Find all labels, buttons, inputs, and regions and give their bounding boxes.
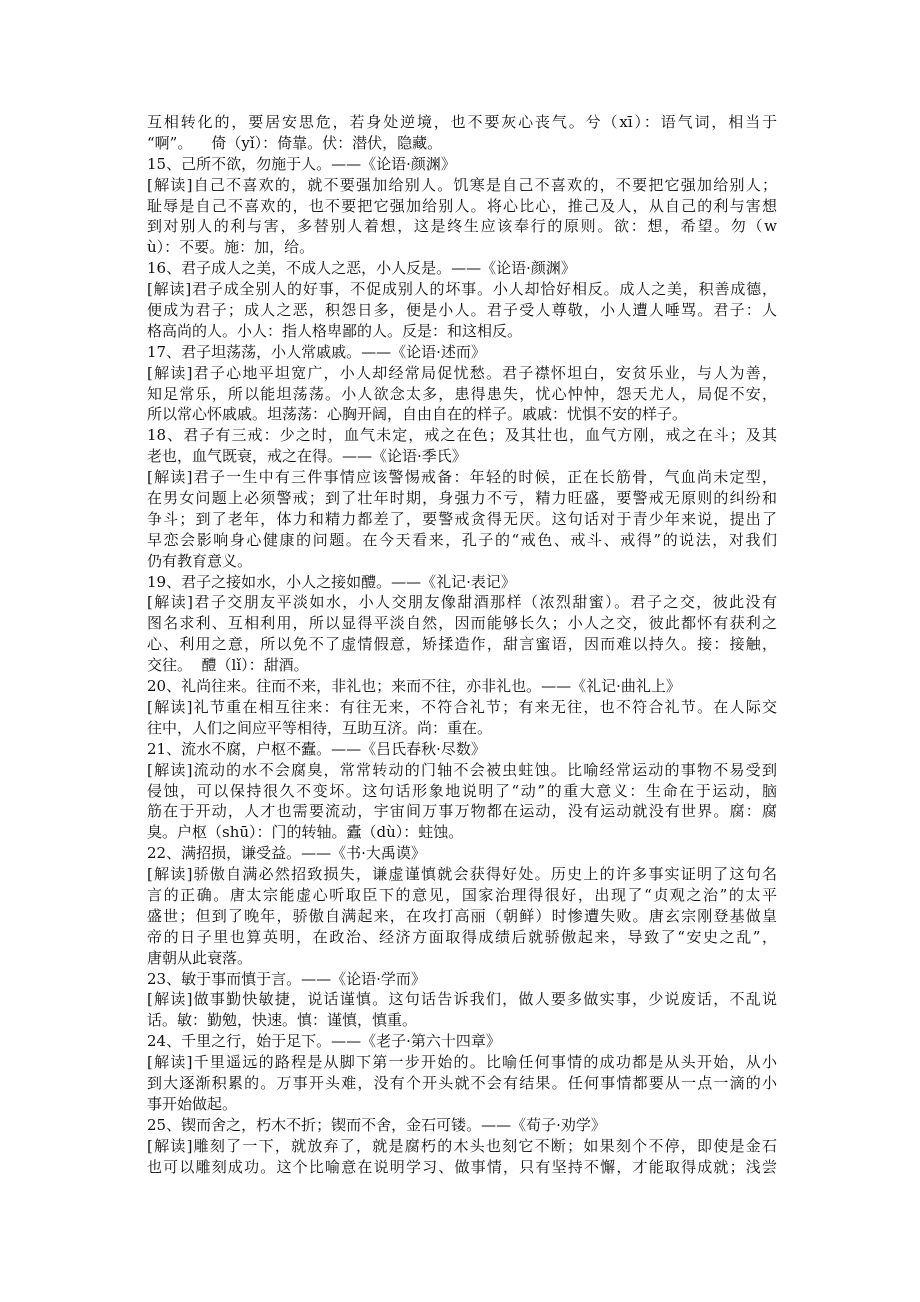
text-line: ù）：不要。施：加，给。	[147, 238, 315, 257]
text-line: [解读]自己不喜欢的，就不要强加给别人。饥寒是自己不喜欢的，不要把它强加给别人；	[147, 175, 777, 194]
text-line: 仍有教育意义。	[147, 551, 253, 570]
text-line: 所以常心怀戚戚。坦荡荡：心胸开阔，自由自在的样子。戚戚：忧惧不安的样子。	[147, 405, 688, 424]
text-line: 言的正确。唐太宗能虚心听取臣下的意见，国家治理得很好，出现了“贞观之治”的太平	[147, 885, 777, 904]
text-line: 老也，血气既衰，戒之在得。——《论语·季氏》	[147, 447, 467, 466]
text-line: 20、礼尚往来。往而不来，非礼也；来而不往，亦非礼也。——《礼记·曲礼上》	[147, 677, 681, 696]
text-line: 往中，人们之间应平等相待，互助互济。尚：重在。	[147, 718, 493, 737]
text-line: 知足常乐，所以能坦荡荡。小人欲念太多，患得患失，忧心忡忡，怨天尤人，局促不安，	[147, 384, 777, 403]
text-line: [解读]千里遥远的路程是从脚下第一步开始的。比喻任何事情的成功都是从头开始，从小	[147, 1053, 777, 1072]
text-line: 15、己所不欲，勿施于人。——《论语·颜渊》	[147, 154, 456, 173]
text-line: 筋在于开动，人才也需要流动，宇宙间万事万物都在运动，没有运动就没有世界。腐：腐	[147, 802, 777, 821]
text-line: 早恋会影响身心健康的问题。在今天看来，孔子的“戒色、戒斗、戒得”的说法，对我们	[147, 530, 777, 549]
text-line: [解读]君子一生中有三件事情应该警惕戒备：年轻的时候，正在长筋骨，气血尚未定型，	[147, 468, 777, 487]
text-line: [解读]流动的水不会腐臭，常常转动的门轴不会被虫蛀蚀。比喻经常运动的事物不易受到	[147, 760, 777, 779]
text-line: 心、利用之意，所以免不了虚情假意，矫揉造作，甜言蜜语，因而难以持久。接：接触，	[147, 635, 777, 654]
text-line: 事开始做起。	[147, 1094, 238, 1113]
text-line: 图名求利、互相利用，所以显得平淡自然，因而能够长久；小人之交，彼此都怀有获利之	[147, 614, 777, 633]
text-line: [解读]骄傲自满必然招致损失，谦虚谨慎就会获得好处。历史上的许多事实证明了这句名	[147, 865, 777, 884]
text-line: 耻辱是自己不喜欢的，也不要把它强加给别人。将心比心，推己及人，从自己的利与害想	[147, 196, 777, 215]
text-line: 在男女问题上必须警戒；到了壮年时期，身强力不亏，精力旺盛，要警戒无原则的纠纷和	[147, 489, 777, 508]
text-line: 互相转化的，要居安思危，若身处逆境，也不要灰心丧气。兮（xī）：语气词，相当于	[147, 113, 777, 131]
text-line: [解读]君子成全别人的好事，不促成别人的坏事。小人却恰好相反。成人之美，积善成德，	[147, 280, 777, 299]
text-line: 25、锲而舍之，朽木不折；锲而不舍，金石可镂。——《荀子·劝学》	[147, 1115, 606, 1134]
text-line: 19、君子之接如水，小人之接如醴。——《礼记·表记》	[147, 572, 516, 591]
text-line: 16、君子成人之美，不成人之恶，小人反是。——《论语·颜渊》	[147, 259, 576, 278]
text-line: 唐朝从此衰落。	[147, 948, 253, 967]
text-line: [解读]君子心地平坦宽广，小人却经常局促忧愁。君子襟怀坦白，安贫乐业，与人为善，	[147, 363, 777, 382]
text-line: 24、千里之行，始于足下。——《老子·第六十四章》	[147, 1032, 501, 1051]
document-body	[147, 112, 777, 1177]
text-line: 话。敏：勤勉，快速。慎：谨慎，慎重。	[147, 1011, 418, 1030]
text-line: 22、满招损，谦受益。——《书·大禹谟》	[147, 844, 426, 863]
text-line: 臭。户枢（shū）：门的转轴。蠹（dù）：蛀蚀。	[147, 823, 464, 842]
text-line: 到对别人的利与害，多替别人着想，这是终生应该奉行的原则。欲：想，希望。勿（w	[147, 217, 777, 236]
text-line: 18、君子有三戒：少之时，血气未定，戒之在色；及其壮也，血气方刚，戒之在斗；及其	[147, 426, 777, 445]
text-line: 便成为君子；成人之恶，积怨日多，便是小人。君子受人尊敬，小人遭人唾骂。君子：人	[147, 301, 777, 320]
text-line: 帝的日子里也算英明，在政治、经济方面取得成绩后就骄傲起来，导致了“安史之乱”，	[147, 927, 777, 946]
text-line: [解读]君子交朋友平淡如水，小人交朋友像甜酒那样（浓烈甜蜜）。君子之交，彼此没有	[147, 593, 777, 612]
text-line: [解读]礼节重在相互往来：有往无来，不符合礼节；有来无往，也不符合礼节。在人际交	[147, 697, 777, 716]
text-line: [解读]做事勤快敏捷，说话谨慎。这句话告诉我们，做人要多做实事，少说废话，不乱说	[147, 990, 777, 1009]
text-line: 17、君子坦荡荡，小人常戚戚。——《论语·述而》	[147, 342, 486, 361]
text-line: 争斗；到了老年，体力和精力都差了，要警戒贪得无厌。这句话对于青少年来说，提出了	[147, 509, 777, 528]
text-line: 侵蚀，可以保持很久不变坏。这句话形象地说明了“动”的重大意义：生命在于运动，脑	[147, 781, 777, 800]
text-line: [解读]雕刻了一下，就放弃了，就是腐朽的木头也刻它不断；如果刻个不停，即使是金石	[147, 1136, 777, 1155]
text-line: 盛世；但到了晚年，骄傲自满起来，在攻打高丽（朝鲜）时惨遭失败。唐玄宗刚登基做皇	[147, 906, 777, 925]
text-line: 21、流水不腐，户枢不蠹。——《吕氏春秋·尽数》	[147, 739, 486, 758]
text-line: 格高尚的人。小人：指人格卑鄙的人。反是：和这相反。	[147, 321, 523, 340]
text-line: 也可以雕刻成功。这个比喻意在说明学习、做事情，只有坚持不懈，才能取得成就；浅尝	[147, 1157, 777, 1176]
text-line: 交往。 醴（lǐ）：甜酒。	[147, 656, 309, 675]
text-line: 23、敏于事而慎于言。——《论语·学而》	[147, 969, 426, 988]
text-line: 到大逐渐积累的。万事开头难，没有个开头就不会有结果。任何事情都要从一点一滴的小	[147, 1073, 777, 1092]
text-line: “啊”。 倚（yǐ）：倚靠。伏：潜伏，隐藏。	[147, 133, 443, 152]
